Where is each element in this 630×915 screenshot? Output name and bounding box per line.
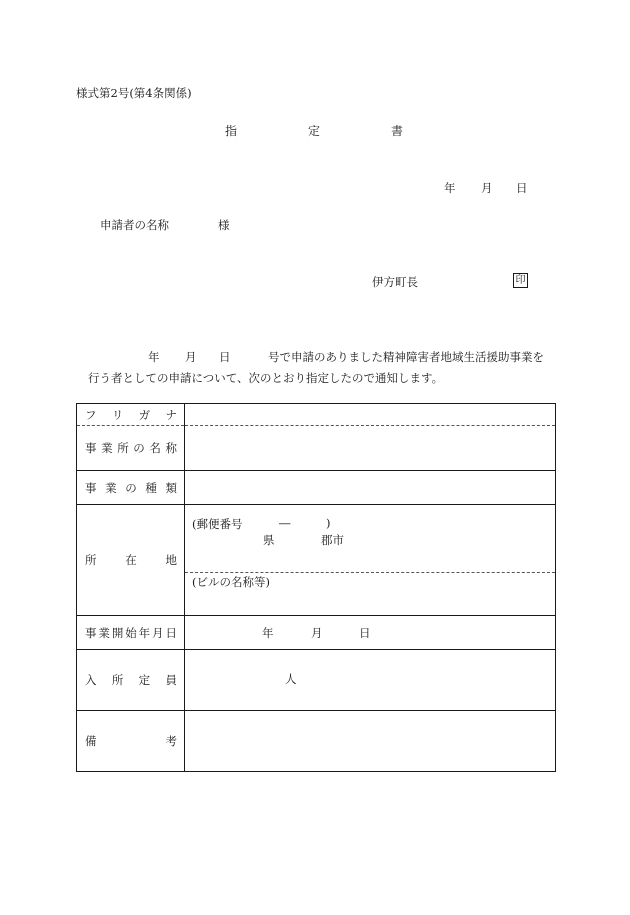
address-field[interactable] bbox=[185, 505, 556, 573]
furigana-field[interactable] bbox=[185, 404, 556, 426]
start-date-label: 事 業 開 始 年 月 日 bbox=[77, 616, 185, 650]
start-year: 年 bbox=[262, 626, 274, 640]
body-year: 年 bbox=[148, 350, 160, 364]
title-char: 書 bbox=[391, 124, 404, 138]
start-date-field[interactable] bbox=[185, 616, 556, 650]
body-line2: 行う者としての申請について、次のとおり指定したので通知します。 bbox=[88, 371, 444, 385]
furigana-label: フ リ ガ ナ bbox=[77, 404, 185, 426]
title-char: 定 bbox=[308, 124, 321, 138]
info-table bbox=[76, 403, 556, 772]
office-name-label: 事 業 所 の 名 称 bbox=[77, 426, 185, 471]
capacity-field[interactable] bbox=[185, 650, 556, 711]
location-label: 所 在 地 bbox=[77, 505, 185, 616]
county-label: 郡市 bbox=[321, 533, 344, 547]
date-day: 日 bbox=[516, 181, 528, 195]
honorific: 様 bbox=[218, 218, 230, 232]
business-type-field[interactable] bbox=[185, 471, 556, 505]
business-type-label: 事 業 の 種 類 bbox=[77, 471, 185, 505]
date-year: 年 bbox=[444, 181, 456, 195]
form-number: 様式第2号(第4条関係) bbox=[76, 86, 192, 100]
capacity-label: 入 所 定 員 bbox=[77, 650, 185, 711]
postal-dash: ― bbox=[279, 516, 291, 530]
remarks-field[interactable] bbox=[185, 711, 556, 772]
mayor-title: 伊方町長 bbox=[372, 275, 418, 289]
prefecture-label: 県 bbox=[263, 533, 275, 547]
building-field[interactable] bbox=[185, 573, 556, 616]
capacity-unit: 人 bbox=[285, 672, 297, 686]
building-label: (ビルの名称等) bbox=[192, 575, 270, 589]
body-month: 月 bbox=[185, 350, 197, 364]
body-line1: 号で申請のありました精神障害者地域生活援助事業を bbox=[268, 350, 544, 364]
start-day: 日 bbox=[359, 626, 371, 640]
postal-close: ) bbox=[326, 516, 331, 530]
date-month: 月 bbox=[481, 181, 493, 195]
title-char: 指 bbox=[225, 124, 238, 138]
body-day: 日 bbox=[219, 350, 231, 364]
seal-mark: 印 bbox=[513, 273, 528, 288]
remarks-label: 備 考 bbox=[77, 711, 185, 772]
start-month: 月 bbox=[311, 626, 323, 640]
office-name-field[interactable] bbox=[185, 426, 556, 471]
applicant-label: 申請者の名称 bbox=[100, 218, 169, 232]
postal-label: (郵便番号 bbox=[192, 517, 243, 531]
